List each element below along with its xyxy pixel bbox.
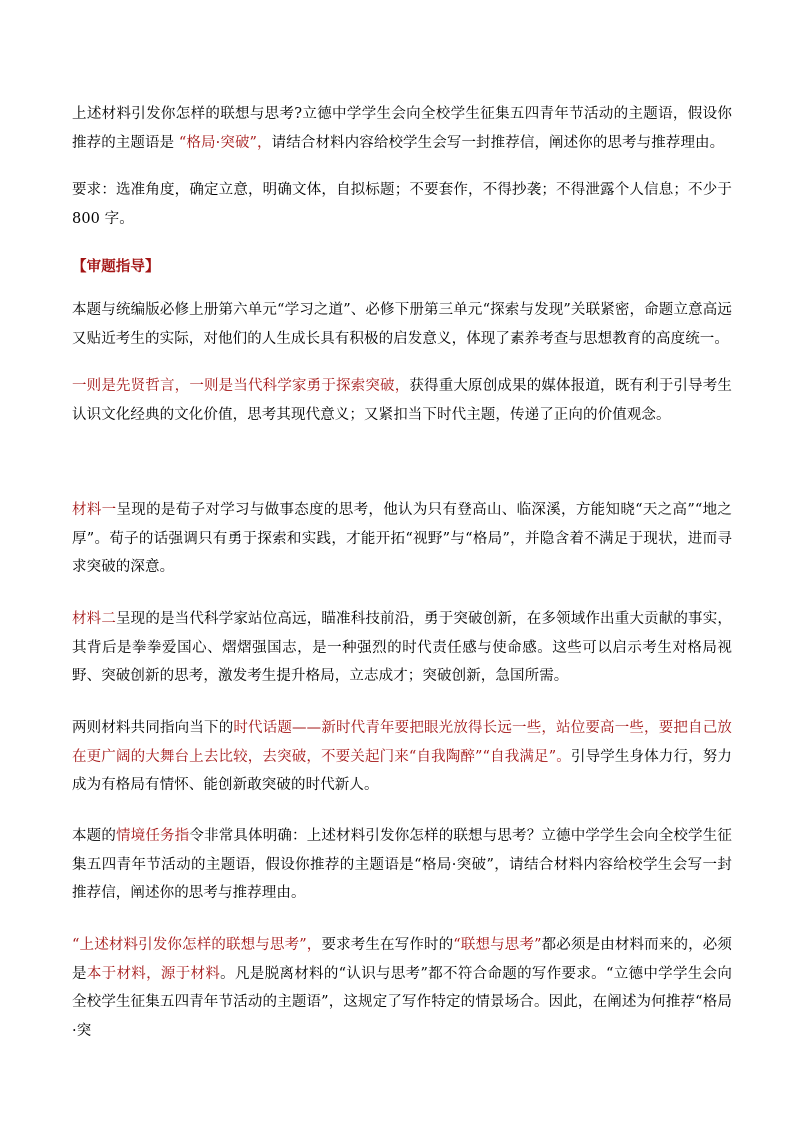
- requirements-paragraph: [72, 176, 732, 233]
- highlight-text: “联想与思考”: [453, 937, 542, 953]
- highlight-text: 材料一: [72, 502, 117, 518]
- section-heading: [72, 253, 732, 282]
- combined-materials-paragraph: [72, 714, 732, 800]
- prompt-analysis-paragraph: [72, 931, 732, 1045]
- body-text: 呈现的是当代科学家站位高远，瞄准科技前沿，勇于突破创新，在多领域作出重大贡献的事实，其背后是拳拳爱国心、熠熠强国志，是一种强烈的时代责任感与使命感。这些可以启示考生对格局视野、突破创新的思考，激发考生提升格局，立志成才；突破创新，急国所需。: [72, 611, 732, 684]
- body-text: 请结合材料内容给校学生会写一封推荐信，阐述你的思考与推荐理由。: [271, 134, 725, 151]
- body-text: 都必须是由材料而来的，必须是: [72, 937, 733, 982]
- highlight-text: “格局·突破”，: [178, 134, 272, 151]
- task-situation-paragraph: [72, 822, 732, 908]
- body-text: 令非常具体明确：上述材料引发你怎样的联想与思考？立德中学学生会向全校学生征集五四青年节活动的主题语，假设你推荐的主题语是“格局·突破”，请结合材料内容给校学生会写一封推荐信，阐述你的思考与推荐理由。: [72, 828, 732, 901]
- body-text: 两则材料共同指向当下的: [72, 720, 234, 736]
- body-text: 上述材料引发你怎样的联想与思考?立德中学学生会向全校学生征集五四青年节活动的主题语，假设你推荐的主题语是: [72, 106, 732, 151]
- highlight-text: 材料二: [72, 611, 117, 627]
- highlight-text: 时代话题——新时代青年要把眼光放得长远一些，站位要高一些，要把自己放在更广阔的大舞台上去比较，去突破，不要关起门来“自我陶醉”“自我满足”。: [72, 720, 732, 765]
- body-text: 本题的: [72, 828, 117, 844]
- body-text: 。凡是脱离材料的“认识与思考”都不符合命题的写作要求。“立德中学学生会向全校学生征集五四青年节活动的主题语”，这规定了写作特定的情景场合。因此，在阐述为何推荐“格局·突: [72, 965, 732, 1039]
- highlight-text: 【审题指导】: [72, 258, 160, 275]
- highlight-text: 一则是先贤哲言，一则是当代科学家勇于探索突破，: [72, 378, 410, 394]
- body-text: 本题与统编版必修上册第六单元“学习之道”、必修下册第三单元“探索与发现”关联紧密，命题立意高远又贴近考生的实际，对他们的人生成长具有积极的启发意义，体现了素养考查与思想教育的高度统一。: [72, 302, 732, 347]
- material-two-paragraph: [72, 605, 732, 691]
- body-text: 呈现的是荀子对学习与做事态度的思考，他认为只有登高山、临深溪，方能知晓“天之高”“地之厚”。荀子的话强调只有勇于探索和实践，才能开拓“视野”与“格局”，并隐含着不满足于现状，进而寻求突破的深意。: [72, 502, 732, 575]
- body-text: 引导学生身体力行，努力成为有格局有情怀、能创新敢突破的时代新人。: [72, 748, 732, 793]
- highlight-text: “上述材料引发你怎样的联想与思考”，: [72, 937, 322, 953]
- body-text: 要求考生在写作时的: [321, 937, 454, 953]
- body-text: 要求：选准角度，确定立意，明确文体，自拟标题；不要套作，不得抄袭；不得泄露个人信息；不少于 800 字。: [72, 182, 732, 227]
- analysis-paragraph-1: [72, 296, 732, 353]
- task-prompt-paragraph: [72, 100, 732, 157]
- analysis-paragraph-2: [72, 372, 732, 429]
- highlight-text: 情境任务指: [116, 828, 190, 844]
- highlight-text: 本于材料，源于材料: [86, 965, 221, 982]
- body-text: 获得重大原创成果的媒体报道，既有利于引导考生认识文化经典的文化价值，思考其现代意义；又紧扣当下时代主题，传递了正向的价值观念。: [72, 378, 732, 423]
- material-one-paragraph: [72, 496, 732, 582]
